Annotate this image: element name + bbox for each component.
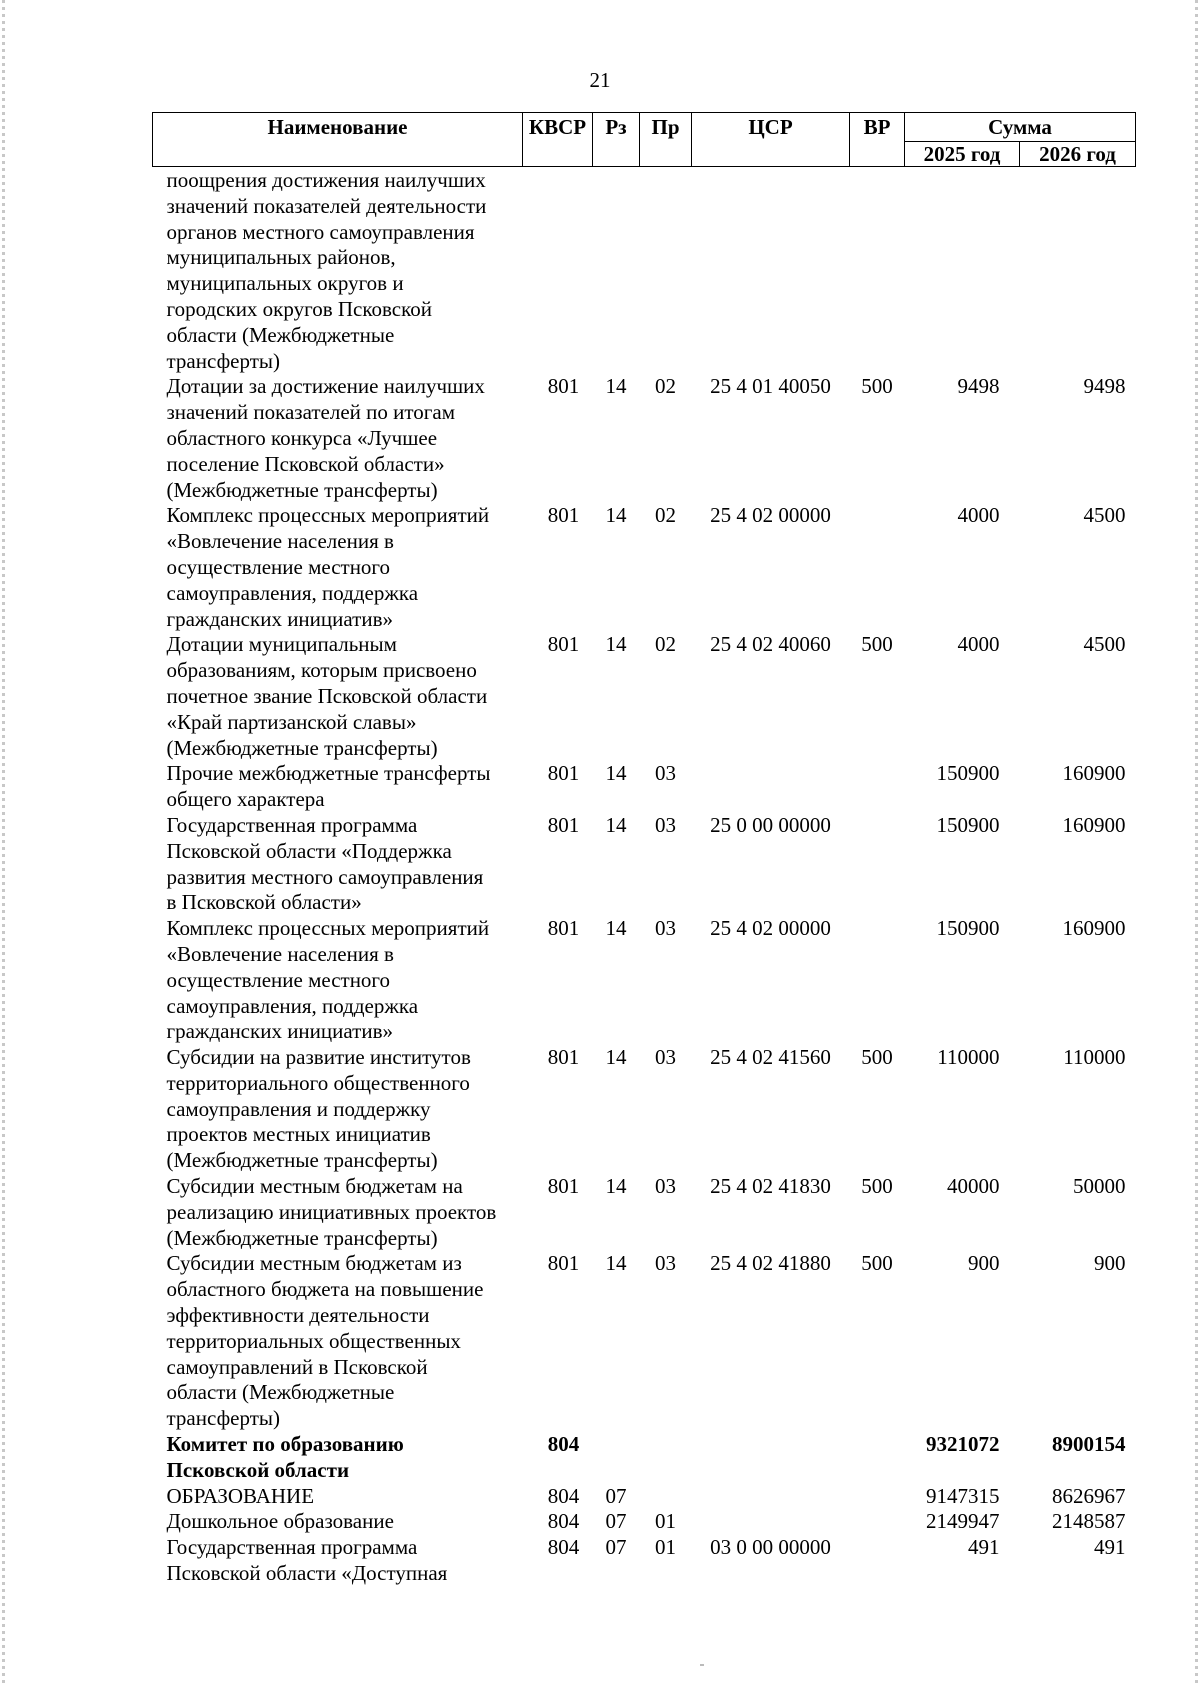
cell-y2: 110000 (1063, 1045, 1126, 1070)
row-name (153, 1484, 523, 1510)
row-name-line: поощрения достижения наилучших (166, 168, 486, 192)
scan-edge-left (2, 0, 5, 1686)
scan-edge-right (1195, 0, 1198, 1686)
cell-y1: 9321072 (926, 1432, 1000, 1457)
cell-pr: 01 (655, 1535, 676, 1560)
row-name-line: значений показателей по итогам (166, 400, 456, 425)
cell-vr (850, 1535, 905, 1587)
row-name-line: общего характера (166, 787, 325, 812)
cell-rz: 14 (605, 632, 627, 657)
cell-csr (692, 761, 850, 813)
cell-rz: 14 (605, 503, 627, 528)
cell-y1: 9147315 (926, 1483, 1000, 1508)
row-name-line: гражданских инициатив» (166, 606, 393, 631)
cell-rz (593, 167, 640, 375)
row-name-line: эффективности деятельности (166, 1303, 430, 1328)
cell-rz: 14 (605, 1045, 627, 1070)
cell-y2: 160900 (1062, 812, 1126, 837)
cell-rz: 14 (605, 374, 627, 399)
cell-csr: 25 4 02 00000 (710, 503, 831, 528)
row-name-line: развития местного самоуправления (166, 864, 484, 889)
header-rz: Рз (593, 113, 640, 167)
cell-y2: 160900 (1062, 916, 1126, 941)
cell-y2: 9498 (1083, 374, 1126, 399)
cell-csr (692, 167, 850, 375)
cell-kvsr: 801 (547, 632, 580, 657)
row-name-line: гражданских инициатив» (166, 1019, 393, 1044)
cell-pr: 03 (655, 1045, 676, 1070)
row-name-line: образованиям, которым присвоено (166, 658, 477, 683)
header-kvsr: КВСР (523, 113, 593, 167)
cell-y1: 150900 (936, 812, 1000, 837)
row-name-line: (Межбюджетные трансферты) (166, 735, 438, 760)
table-row (153, 916, 1136, 1045)
cell-vr (850, 167, 905, 375)
cell-rz (593, 1432, 640, 1484)
header-csr: ЦСР (692, 113, 850, 167)
row-name-line: областного конкурса «Лучшее (166, 425, 438, 450)
row-name (153, 761, 523, 813)
row-name (153, 1174, 523, 1251)
cell-y2: 900 (1094, 1251, 1126, 1276)
budget-table (152, 112, 1136, 1587)
row-name (153, 1045, 523, 1174)
cell-csr: 25 4 02 41880 (710, 1251, 831, 1276)
row-name-line: трансферты) (166, 1406, 281, 1431)
row-name-line: Государственная программа (166, 1535, 418, 1560)
cell-kvsr: 801 (547, 812, 580, 837)
row-name (153, 374, 523, 503)
cell-csr: 25 0 00 00000 (710, 812, 831, 837)
cell-vr: 500 (861, 632, 893, 657)
cell-csr (692, 1432, 850, 1484)
row-name-line: муниципальных районов, (166, 245, 396, 270)
cell-pr: 03 (655, 1174, 676, 1199)
cell-pr: 02 (655, 374, 676, 399)
cell-rz: 14 (605, 1251, 627, 1276)
cell-y2: 4500 (1083, 503, 1126, 528)
cell-y1: 4000 (957, 503, 1000, 528)
cell-kvsr: 801 (547, 761, 580, 786)
row-name-line: муниципальных округов и (166, 271, 404, 296)
row-name-line: трансферты) (166, 348, 281, 373)
table-row (153, 1535, 1136, 1587)
table-row (153, 1174, 1136, 1251)
cell-pr: 02 (655, 503, 676, 528)
row-name-line: Псковской области «Поддержка (166, 838, 452, 863)
page-number: 21 (589, 68, 611, 92)
cell-kvsr: 804 (547, 1483, 580, 1508)
cell-vr (850, 916, 905, 1045)
row-name-line: Субсидии на развитие институтов (166, 1045, 471, 1070)
cell-y1: 150900 (936, 761, 1000, 786)
row-name-line: реализацию инициативных проектов (166, 1199, 497, 1224)
table-body (153, 167, 1136, 1587)
cell-y1 (905, 167, 1020, 375)
cell-pr (640, 167, 692, 375)
cell-pr: 03 (655, 812, 676, 837)
row-name-line: Дотации муниципальным (166, 632, 397, 657)
row-name-line: значений показателей деятельности (166, 193, 487, 218)
row-name-line: территориального общественного (166, 1070, 470, 1095)
cell-y1: 9498 (957, 374, 1000, 399)
row-name-line: почетное звание Псковской области (166, 683, 488, 708)
table-row (153, 374, 1136, 503)
scan-dot (700, 1664, 704, 1666)
row-name-line: проектов местных инициатив (166, 1122, 431, 1147)
row-name-line: территориальных общественных (166, 1328, 461, 1353)
cell-vr: 500 (861, 1174, 893, 1199)
cell-pr (640, 1432, 692, 1484)
table-row (153, 761, 1136, 813)
row-name-line: Комплекс процессных мероприятий (166, 916, 490, 941)
header-year-2025: 2025 год (905, 142, 1020, 167)
row-name-line: поселение Псковской области» (166, 451, 445, 476)
cell-vr: 500 (861, 374, 893, 399)
cell-csr: 25 4 02 41830 (710, 1174, 831, 1199)
cell-kvsr: 801 (547, 1045, 580, 1070)
cell-pr: 03 (655, 1251, 676, 1276)
row-name-line: Прочие межбюджетные трансферты (166, 761, 491, 786)
cell-pr: 03 (655, 761, 676, 786)
table-header (153, 113, 1136, 167)
table-row (153, 1509, 1136, 1535)
row-name (153, 1509, 523, 1535)
cell-csr (692, 1484, 850, 1510)
cell-rz: 07 (605, 1535, 627, 1560)
row-name-line: Субсидии местным бюджетам на (166, 1174, 463, 1199)
cell-y2: 50000 (1073, 1174, 1126, 1199)
cell-kvsr (523, 167, 593, 375)
cell-y2: 2148587 (1052, 1509, 1126, 1534)
cell-vr (850, 503, 905, 632)
cell-kvsr: 804 (547, 1509, 580, 1534)
cell-y1: 40000 (947, 1174, 1000, 1199)
table-row (153, 503, 1136, 632)
cell-rz: 14 (605, 916, 627, 941)
cell-vr (850, 1432, 905, 1484)
cell-kvsr: 801 (547, 1174, 580, 1199)
row-name-line: самоуправления, поддержка (166, 993, 419, 1018)
cell-csr: 25 4 01 40050 (710, 374, 831, 399)
row-name-line: Государственная программа (166, 812, 418, 837)
cell-vr (850, 761, 905, 813)
cell-y1: 2149947 (926, 1509, 1000, 1534)
row-name (153, 813, 523, 916)
row-name (153, 167, 523, 375)
header-name: Наименование (153, 113, 523, 167)
cell-csr: 03 0 00 00000 (710, 1535, 831, 1560)
cell-pr: 01 (655, 1509, 676, 1534)
cell-kvsr: 804 (547, 1535, 580, 1560)
row-name-line: области (Межбюджетные (166, 1380, 395, 1405)
table-row (153, 1045, 1136, 1174)
cell-y2: 8626967 (1052, 1483, 1126, 1508)
table-row (153, 813, 1136, 916)
row-name-line: Комплекс процессных мероприятий (166, 503, 490, 528)
cell-y2: 160900 (1062, 761, 1126, 786)
table-row (153, 1484, 1136, 1510)
row-name-line: в Псковской области» (166, 890, 362, 915)
cell-kvsr: 801 (547, 503, 580, 528)
cell-rz: 14 (605, 812, 627, 837)
cell-vr: 500 (861, 1045, 893, 1070)
cell-csr (692, 1509, 850, 1535)
cell-kvsr: 804 (547, 1432, 580, 1457)
row-name-line: (Межбюджетные трансферты) (166, 1225, 438, 1250)
row-name-line: областного бюджета на повышение (166, 1277, 484, 1302)
cell-pr: 02 (655, 632, 676, 657)
table-row (153, 632, 1136, 761)
cell-vr (850, 1484, 905, 1510)
cell-y1: 900 (968, 1251, 1000, 1276)
row-name-line: Дотации за достижение наилучших (166, 374, 485, 399)
cell-vr (850, 813, 905, 916)
cell-y1: 150900 (936, 916, 1000, 941)
cell-pr (640, 1484, 692, 1510)
cell-kvsr: 801 (547, 374, 580, 399)
table-row (153, 1432, 1136, 1484)
row-name (153, 1432, 523, 1484)
cell-kvsr: 801 (547, 1251, 580, 1276)
row-name-line: «Вовлечение населения в (166, 529, 394, 554)
row-name-line: самоуправления и поддержку (166, 1096, 431, 1121)
cell-rz: 07 (605, 1509, 627, 1534)
row-name-line: осуществление местного (166, 554, 391, 579)
row-name-line: самоуправления, поддержка (166, 580, 419, 605)
cell-y1: 110000 (937, 1045, 1000, 1070)
cell-y1: 4000 (957, 632, 1000, 657)
row-name (153, 1251, 523, 1432)
cell-y1: 491 (968, 1535, 1000, 1560)
row-name-line: городских округов Псковской (166, 296, 432, 321)
cell-y2: 4500 (1083, 632, 1126, 657)
row-name-line: самоуправлений в Псковской (166, 1354, 428, 1379)
cell-y2: 8900154 (1052, 1432, 1126, 1457)
cell-vr: 500 (861, 1251, 893, 1276)
row-name-line: (Межбюджетные трансферты) (166, 1148, 438, 1173)
cell-csr: 25 4 02 41560 (710, 1045, 831, 1070)
row-name-line: «Край партизанской славы» (166, 709, 417, 734)
cell-vr (850, 1509, 905, 1535)
row-name (153, 632, 523, 761)
row-name-line: органов местного самоуправления (166, 219, 475, 244)
row-name (153, 1535, 523, 1587)
cell-rz: 14 (605, 761, 627, 786)
cell-kvsr: 801 (547, 916, 580, 941)
row-name-line: Комитет по образованию (166, 1432, 404, 1457)
table-row (153, 1251, 1136, 1432)
table-row (153, 167, 1136, 375)
row-name-line: Псковской области (166, 1457, 350, 1482)
cell-csr: 25 4 02 00000 (710, 916, 831, 941)
row-name-line: осуществление местного (166, 967, 391, 992)
row-name-line: ОБРАЗОВАНИЕ (166, 1483, 315, 1508)
row-name-line: (Межбюджетные трансферты) (166, 477, 438, 502)
cell-csr: 25 4 02 40060 (710, 632, 831, 657)
row-name-line: «Вовлечение населения в (166, 941, 394, 966)
row-name-line: Дошкольное образование (166, 1509, 394, 1534)
cell-pr: 03 (655, 916, 676, 941)
cell-y2: 491 (1094, 1535, 1126, 1560)
header-sum: Сумма (905, 113, 1136, 142)
row-name (153, 916, 523, 1045)
row-name-line: области (Межбюджетные (166, 322, 395, 347)
row-name (153, 503, 523, 632)
header-vr: ВР (850, 113, 905, 167)
header-pr: Пр (640, 113, 692, 167)
row-name-line: Псковской области «Доступная (166, 1561, 448, 1586)
cell-rz: 07 (605, 1483, 627, 1508)
row-name-line: Субсидии местным бюджетам из (166, 1251, 462, 1276)
cell-rz: 14 (605, 1174, 627, 1199)
cell-y2 (1020, 167, 1136, 375)
header-year-2026: 2026 год (1020, 142, 1136, 167)
